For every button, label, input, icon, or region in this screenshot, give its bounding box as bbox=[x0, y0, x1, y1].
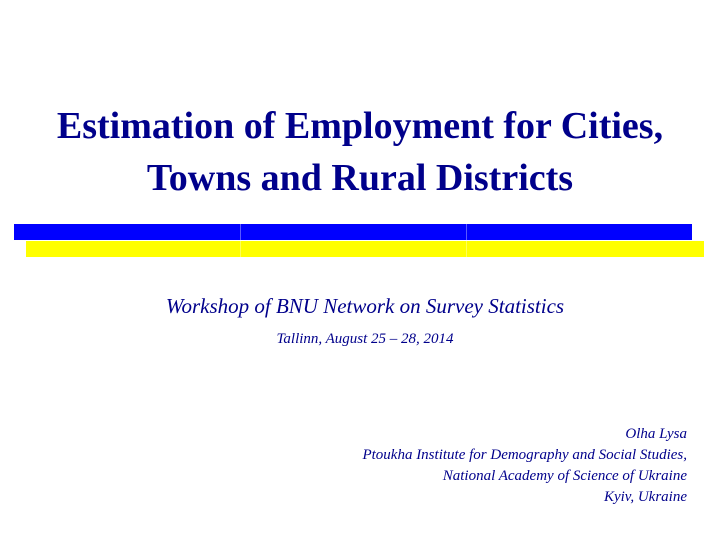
author-institute: Ptoukha Institute for Demography and Social Studies, bbox=[362, 447, 687, 463]
author-block bbox=[362, 424, 687, 508]
bar-seam bbox=[240, 224, 241, 257]
bar-seam bbox=[466, 224, 467, 257]
author-name: Olha Lysa bbox=[625, 426, 687, 442]
decorative-yellow-bar bbox=[26, 241, 704, 257]
title-line-2: Towns and Rural Districts bbox=[146, 157, 574, 199]
date-location: Tallinn, August 25 – 28, 2014 bbox=[276, 331, 454, 347]
title-line-1: Estimation of Employment for Cities, bbox=[56, 105, 664, 147]
author-academy: National Academy of Science of Ukraine bbox=[442, 468, 687, 484]
workshop-subtitle: Workshop of BNU Network on Survey Statistics bbox=[165, 294, 565, 318]
slide-title bbox=[0, 100, 720, 204]
decorative-blue-bar bbox=[14, 224, 692, 240]
author-city: Kyiv, Ukraine bbox=[603, 489, 687, 505]
